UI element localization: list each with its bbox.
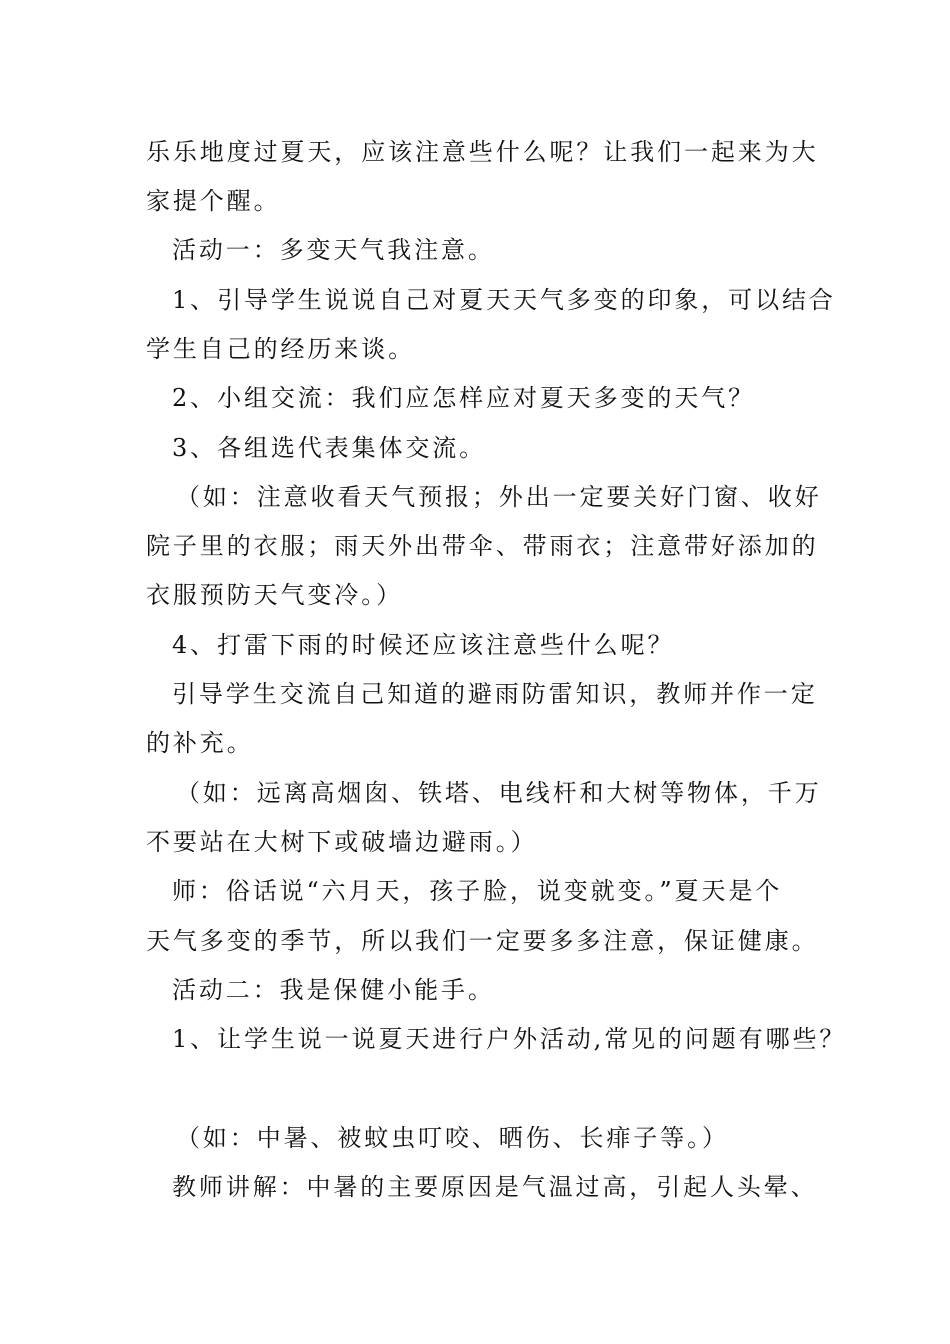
- text-line: 2、小组交流：我们应怎样应对夏天多变的天气？: [172, 384, 756, 412]
- text-line: 不要站在大树下或破墙边避雨。）: [146, 828, 538, 856]
- text-line: 3、各组选代表集体交流。: [172, 434, 487, 462]
- section-heading: 活动一：多变天气我注意。: [172, 236, 495, 264]
- text-line: 院子里的衣服；雨天外出带伞、带雨衣；注意带好添加的: [146, 532, 819, 560]
- section-heading: 活动二：我是保健小能手。: [172, 976, 495, 1004]
- text-line: 的补充。: [146, 729, 254, 757]
- text-line: 天气多变的季节，所以我们一定要多多注意，保证健康。: [146, 927, 819, 955]
- text-line: 家提个醒。: [146, 187, 281, 215]
- text-line: （如：中暑、被蚊虫叮咬、晒伤、长痱子等。）: [176, 1124, 729, 1152]
- text-line: 乐乐地度过夏天，应该注意些什么呢？让我们一起来为大: [146, 138, 819, 166]
- text-line: 衣服预防天气变冷。）: [146, 581, 403, 609]
- text-line: 4、打雷下雨的时候还应该注意些什么呢？: [172, 631, 675, 659]
- text-line: （如：注意收看天气预报；外出一定要关好门窗、收好: [176, 483, 822, 511]
- text-line: 学生自己的经历来谈。: [146, 335, 415, 363]
- text-line: 教师讲解：中暑的主要原因是气温过高，引起人头晕、: [172, 1173, 818, 1201]
- text-line: 1、让学生说一说夏天进行户外活动,常见的问题有哪些？: [172, 1025, 847, 1053]
- text-line: 师：俗话说“六月天，孩子脸，说变就变。”夏天是个: [172, 877, 783, 905]
- text-line: （如：远离高烟囱、铁塔、电线杆和大树等物体，千万: [176, 779, 822, 807]
- text-line: 引导学生交流自己知道的避雨防雷知识，教师并作一定: [172, 680, 818, 708]
- text-line: 1、引导学生说说自己对夏天天气多变的印象，可以结合: [172, 286, 836, 314]
